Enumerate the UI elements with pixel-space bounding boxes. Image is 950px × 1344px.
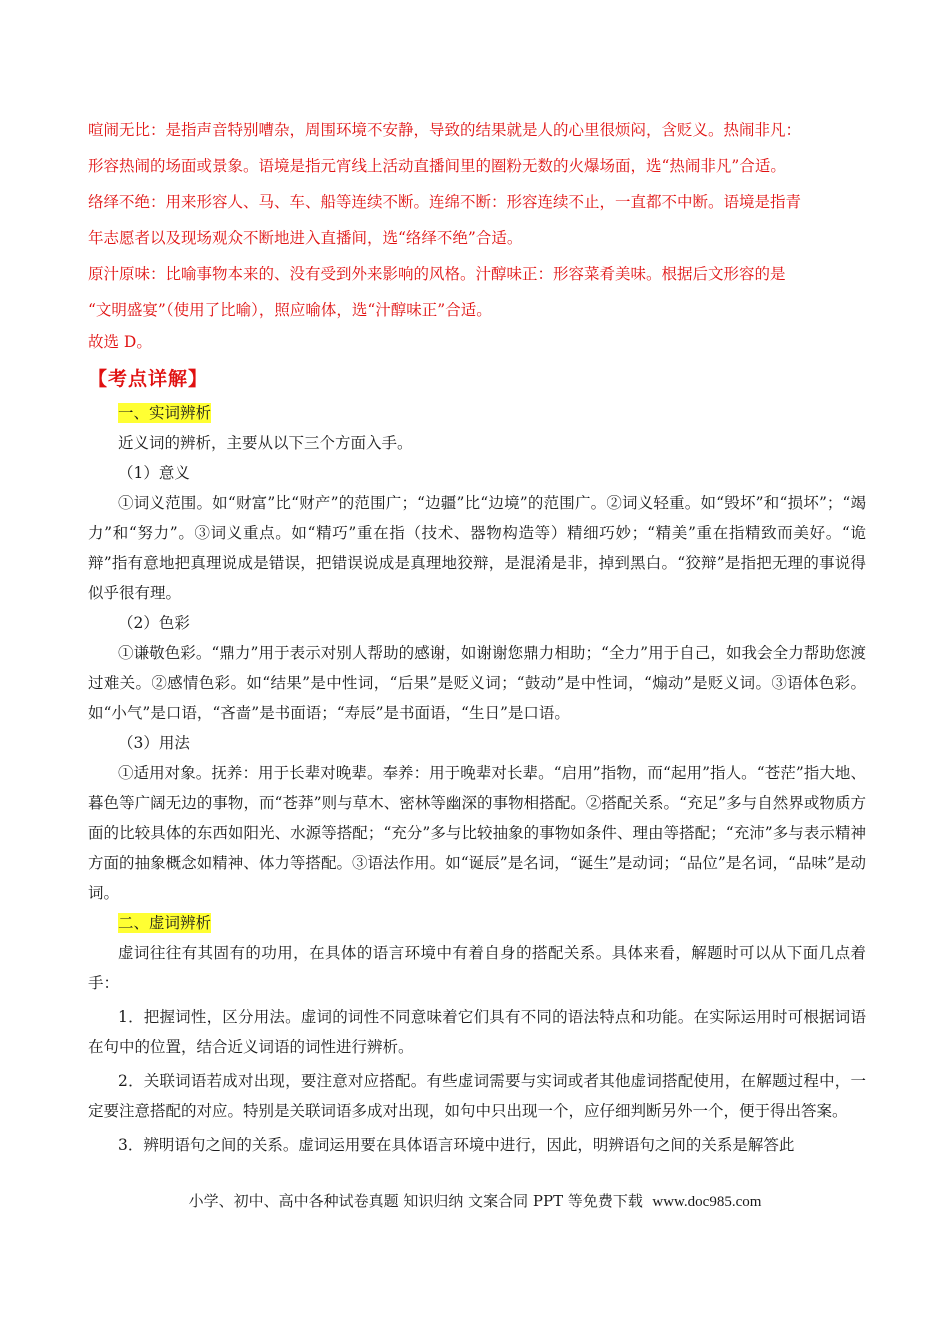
numbered-item-1: 1．把握词性，区分用法。虚词的词性不同意味着它们具有不同的语法特点和功能。在实际运用时可根据词语在句中的位置，结合近义词语的词性进行辨析。: [88, 1008, 866, 1056]
document-page: [88, 112, 866, 1160]
numbered-item-3: 3．辨明语句之间的关系。虚词运用要在具体语言环境中进行，因此，明辨语句之间的关系是解答此: [118, 1136, 795, 1154]
footer-text: 小学、初中、高中各种试卷真题 知识归纳 文案合同 PPT 等免费下载: [188, 1192, 643, 1210]
subheading-color: （2）色彩: [118, 614, 190, 632]
part-content-words: [88, 398, 866, 908]
explanation-line: 喧闹无比：是指声音特别嘈杂，周围环境不安静，导致的结果就是人的心里很烦闷，含贬义。热闹非凡：: [88, 121, 802, 139]
subheading-usage: （3）用法: [118, 734, 190, 752]
paragraph-meaning: ①词义范围。如“财富”比“财产”的范围广；“边疆”比“边境”的范围广。②词义轻重。如“毁坏”和“损坏”；“竭力”和“努力”。③词义重点。如“精巧”重在指（技术、器物构造等）精细巧妙；“精美”重在指精致而美好。“诡辩”指有意地把真理说成是错误，把错误说成是真理地狡辩，是混淆是非，掉到黑白。“狡辩”是指把无理的事说得似乎很有理。: [88, 494, 866, 602]
footer-url[interactable]: www.doc985.com: [652, 1194, 762, 1210]
explanation-line: 形容热闹的场面或景象。语境是指元宵线上活动直播间里的圈粉无数的火爆场面，选“热闹非凡”合适。: [88, 157, 786, 175]
section-title: 【考点详解】: [88, 368, 209, 390]
part-intro: 虚词往往有其固有的功用，在具体的语言环境中有着自身的搭配关系。具体来看，解题时可以从下面几点着手：: [88, 944, 866, 992]
explanation-line: 原汁原味：比喻事物本来的、没有受到外来影响的风格。汁醇味正：形容菜肴美味。根据后文形容的是: [88, 265, 786, 283]
answer-verdict: 故选 D。: [88, 333, 152, 351]
part-heading-function-words: 二、虚词辨析: [118, 914, 212, 932]
answer-explanation: [88, 112, 866, 328]
numbered-item-2: 2．关联词语若成对出现，要注意对应搭配。有些虚词需要与实词或者其他虚词搭配使用，在解题过程中，一定要注意搭配的对应。特别是关联词语多成对出现，如句中只出现一个，应仔细判断另外一个，便于得出答案。: [88, 1072, 866, 1120]
explanation-line: 年志愿者以及现场观众不断地进入直播间，选“络绎不绝”合适。: [88, 229, 523, 247]
page-footer: [0, 1190, 950, 1211]
part-heading-content-words: 一、实词辨析: [118, 404, 212, 422]
part-function-words: [88, 908, 866, 1160]
explanation-line: “文明盛宴”（使用了比喻），照应喻体，选“汁醇味正”合适。: [88, 301, 492, 319]
part-intro: 近义词的辨析，主要从以下三个方面入手。: [118, 434, 413, 452]
paragraph-usage: ①适用对象。抚养：用于长辈对晚辈。奉养：用于晚辈对长辈。“启用”指物，而“起用”指人。“苍茫”指大地、暮色等广阔无边的事物，而“苍莽”则与草木、密林等幽深的事物相搭配。②搭配关系。“充足”多与自然界或物质方面的比较具体的东西如阳光、水源等搭配；“充分”多与比较抽象的事物如条件、理由等搭配；“充沛”多与表示精神方面的抽象概念如精神、体力等搭配。③语法作用。如“诞辰”是名词，“诞生”是动词；“品位”是名词，“品味”是动词。: [88, 764, 866, 902]
subheading-meaning: （1）意义: [118, 464, 190, 482]
explanation-line: 络绎不绝：用来形容人、马、车、船等连续不断。连绵不断：形容连续不止，一直都不中断。语境是指青: [88, 193, 802, 211]
paragraph-color: ①谦敬色彩。“鼎力”用于表示对别人帮助的感谢，如谢谢您鼎力相助；“全力”用于自己，如我会全力帮助您渡过难关。②感情色彩。如“结果”是中性词，“后果”是贬义词；“鼓动”是中性词，“煽动”是贬义词。③语体色彩。如“小气”是口语，“吝啬”是书面语；“寿辰”是书面语，“生日”是口语。: [88, 644, 866, 722]
